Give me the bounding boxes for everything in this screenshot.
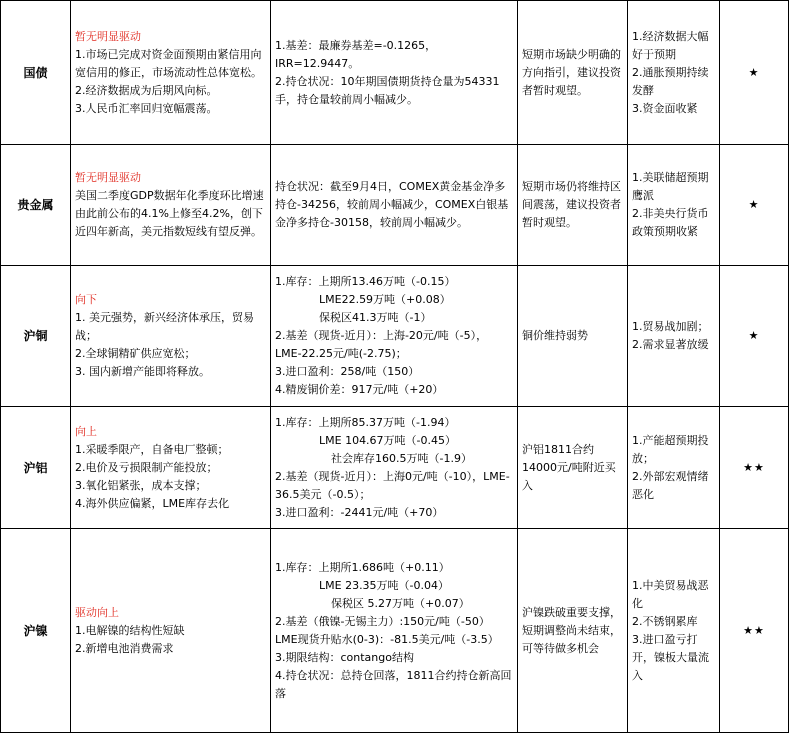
rating-stars: ★★ — [720, 407, 789, 529]
driver-line: 美国二季度GDP数据年化季度环比增速由此前公布的4.1%上修至4.2%，创下近四年新高，美元指数短线有望反弹。 — [75, 189, 264, 238]
driver-line: 1.市场已完成对资金面预期由紧信用向宽信用的修正，市场流动性总体宽松。 — [75, 47, 262, 79]
row-name: 贵金属 — [1, 145, 71, 266]
data-cell — [271, 145, 518, 266]
table-row — [1, 407, 789, 529]
data-line: LME22.59万吨（+0.08） — [319, 293, 451, 306]
driver-cell — [71, 407, 271, 529]
driver-line: 2.新增电池消费需求 — [75, 641, 174, 655]
data-cell — [271, 1, 518, 145]
data-line: 2.基差（现货-近月）：上海0元/吨（-10），LME-36.5美元（-0.5）； — [275, 469, 510, 501]
data-line: 1.库存：上期所13.46万吨（-0.15） — [275, 275, 456, 288]
data-line: 4.精废铜价差：917元/吨（+20） — [275, 383, 444, 396]
driver-line: 2.全球铜精矿供应宽松； — [75, 347, 196, 360]
data-line: 3.期限结构：contango结构 — [275, 650, 414, 664]
driver-line: 2.电价及亏损限制产能投放； — [75, 460, 218, 474]
table-row — [1, 529, 789, 733]
rating-stars: ★★ — [720, 529, 789, 733]
data-line: 1.基差：最廉券基差=-0.1265，IRR=12.9447。 — [275, 38, 437, 70]
row-name: 沪铝 — [1, 407, 71, 529]
data-line: 社会库存160.5万吨（-1.9） — [331, 451, 472, 465]
data-line: 保税区41.3万吨（-1） — [319, 311, 432, 324]
driver-title: 暂无明显驱动 — [75, 171, 141, 184]
driver-line: 1.采暖季限产，自备电厂整顿； — [75, 442, 229, 456]
rating-stars: ★ — [720, 266, 789, 407]
driver-title: 向上 — [75, 424, 97, 438]
data-line: 2.持仓状况：10年期国债期货持仓量为54331手，持仓量较前周小幅减少。 — [275, 74, 500, 106]
risk-cell: 1.贸易战加剧； 2.需求显著放缓 — [628, 266, 720, 407]
driver-line: 2.经济数据成为后期风向标。 — [75, 83, 218, 97]
table-row — [1, 1, 789, 145]
data-line: 保税区 5.27万吨（+0.07） — [331, 596, 470, 610]
risk-cell: 1.中美贸易战恶化 2.不锈钢累库 3.进口盈亏打开，镍板大量流入 — [628, 529, 720, 733]
advice-cell: 铜价维持弱势 — [518, 266, 628, 407]
driver-line: 4.海外供应偏紧，LME库存去化 — [75, 496, 230, 510]
data-line: 3.进口盈利：258/吨（150） — [275, 365, 420, 378]
rating-stars: ★ — [720, 1, 789, 145]
row-name: 沪镍 — [1, 529, 71, 733]
data-line: 1.库存：上期所1.686吨（+0.11） — [275, 560, 450, 574]
driver-line: 3.人民币汇率回归宽幅震荡。 — [75, 101, 218, 115]
driver-cell — [71, 266, 271, 407]
data-line: 3.进口盈利：-2441元/吨（+70） — [275, 505, 444, 519]
rating-stars: ★ — [720, 145, 789, 266]
risk-cell: 1.产能超预期投放； 2.外部宏观情绪恶化 — [628, 407, 720, 529]
driver-cell — [71, 1, 271, 145]
data-line: 2.基差（现货-近月）：上海-20元/吨（-5），LME-22.25元/吨(-2.75)； — [275, 329, 488, 360]
driver-line: 1.电解镍的结构性短缺 — [75, 623, 185, 637]
row-name: 国债 — [1, 1, 71, 145]
driver-cell — [71, 529, 271, 733]
advice-cell: 沪镍跌破重要支撑，短期调整尚未结束，可等待做多机会 — [518, 529, 628, 733]
data-line: LME 23.35万吨（-0.04） — [319, 578, 450, 592]
data-line: 1.库存：上期所85.37万吨（-1.94） — [275, 415, 456, 429]
driver-title: 向下 — [75, 293, 97, 306]
data-line: LME 104.67万吨（-0.45） — [319, 433, 457, 447]
table-row — [1, 145, 789, 266]
advice-cell: 短期市场缺少明确的方向指引，建议投资者暂时观望。 — [518, 1, 628, 145]
data-line: LME现货升贴水(0-3)：-81.5美元/吨（-3.5） — [275, 632, 499, 646]
data-cell — [271, 407, 518, 529]
driver-cell — [71, 145, 271, 266]
table-row — [1, 266, 789, 407]
driver-line: 1. 美元强势，新兴经济体承压，贸易战； — [75, 311, 254, 342]
data-line: 2.基差（俄镍-无锡主力）:150元/吨（-50） — [275, 614, 490, 628]
driver-title: 暂无明显驱动 — [75, 29, 141, 43]
risk-cell: 1.经济数据大幅好于预期 2.通胀预期持续发酵 3.资金面收紧 — [628, 1, 720, 145]
data-line: 4.持仓状况：总持仓回落，1811合约持仓新高回落 — [275, 668, 512, 700]
risk-cell: 1.美联储超预期鹰派 2.非美央行货币政策预期收紧 — [628, 145, 720, 266]
data-cell — [271, 529, 518, 733]
driver-line: 3. 国内新增产能即将释放。 — [75, 365, 210, 378]
driver-title: 驱动向上 — [75, 605, 119, 619]
row-name: 沪铜 — [1, 266, 71, 407]
advice-cell: 短期市场仍将维持区间震荡，建议投资者暂时观望。 — [518, 145, 628, 266]
advice-cell: 沪铝1811合约14000元/吨附近买入 — [518, 407, 628, 529]
data-cell — [271, 266, 518, 407]
data-line: 持仓状况：截至9月4日，COMEX黄金基金净多持仓-34256，较前周小幅减少，COMEX白银基金净多持仓-30158，较前周小幅减少。 — [275, 180, 509, 229]
driver-line: 3.氧化铝紧张，成本支撑； — [75, 478, 207, 492]
